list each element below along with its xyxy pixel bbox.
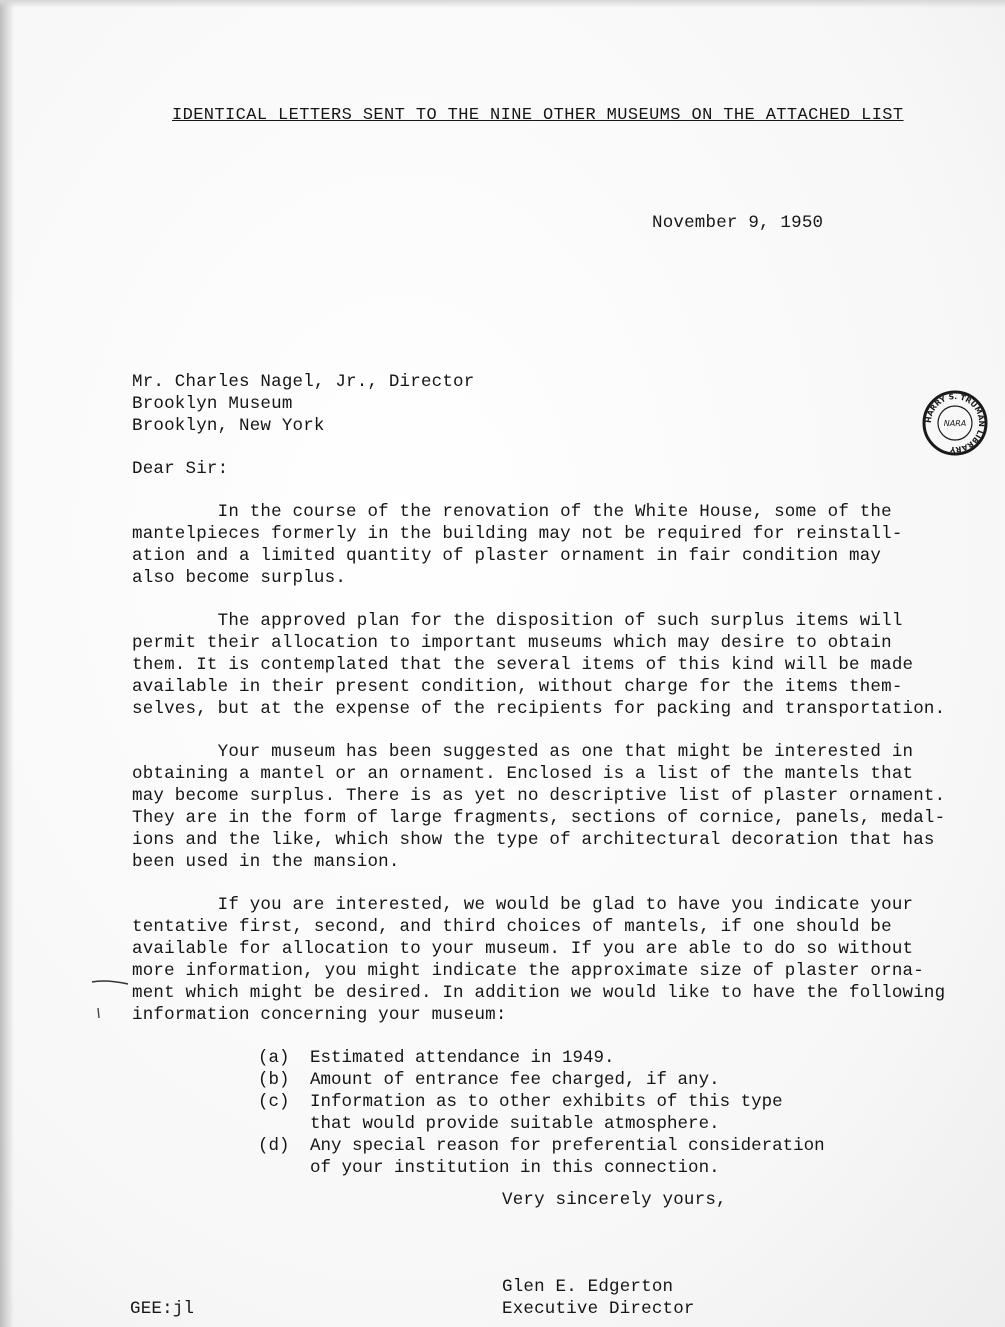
signature-name: Glen E. Edgerton bbox=[502, 1277, 674, 1297]
list-item-d-text-1: Any special reason for preferential consideration bbox=[310, 1136, 825, 1156]
paragraph-2-line-1: The approved plan for the disposition of such surplus items will bbox=[132, 611, 903, 631]
paragraph-1-line-3: ation and a limited quantity of plaster ornament in fair condition may bbox=[132, 546, 882, 566]
closing: Very sincerely yours, bbox=[502, 1190, 727, 1210]
list-item-a-text: Estimated attendance in 1949. bbox=[310, 1048, 615, 1068]
paragraph-1-line-2: mantelpieces formerly in the building may not be required for reinstall- bbox=[132, 524, 903, 544]
stamp-outer-text: HARRY S. TRUMAN LIBRARY bbox=[923, 391, 987, 455]
list-item-d-text-2: of your institution in this connection. bbox=[310, 1158, 720, 1178]
document-heading: IDENTICAL LETTERS SENT TO THE NINE OTHER MUSEUMS ON THE ATTACHED LIST bbox=[172, 106, 904, 125]
list-item-b-text: Amount of entrance fee charged, if any. bbox=[310, 1070, 720, 1090]
paragraph-4-line-5: ment which might be desired. In addition we would like to have the following bbox=[132, 983, 946, 1003]
typist-initials: GEE:jl bbox=[130, 1299, 195, 1319]
paragraph-3-line-3: may become surplus. There is as yet no descriptive list of plaster ornament. bbox=[132, 786, 946, 806]
paragraph-3-line-2: obtaining a mantel or an ornament. Enclosed is a list of the mantels that bbox=[132, 764, 914, 784]
library-stamp bbox=[922, 390, 988, 456]
page-top-shadow bbox=[0, 0, 1005, 8]
paragraph-4-line-6: information concerning your museum: bbox=[132, 1005, 507, 1025]
margin-mark bbox=[88, 972, 132, 1022]
paragraph-2-line-5: selves, but at the expense of the recipients for packing and transportation. bbox=[132, 699, 946, 719]
list-item-a-letter: (a) bbox=[258, 1048, 290, 1068]
list-item-b-letter: (b) bbox=[258, 1070, 290, 1090]
list-item-d-letter: (d) bbox=[258, 1136, 290, 1156]
list-item-c-text-1: Information as to other exhibits of this type bbox=[310, 1092, 783, 1112]
paragraph-4-line-1: If you are interested, we would be glad to have you indicate your bbox=[132, 895, 914, 915]
paragraph-2-line-2: permit their allocation to important museums which may desire to obtain bbox=[132, 633, 892, 653]
stamp-center-text: NARA bbox=[943, 419, 967, 428]
recipient-line-3: Brooklyn, New York bbox=[132, 416, 325, 436]
paragraph-4-line-3: available for allocation to your museum. If you are able to do so without bbox=[132, 939, 914, 959]
paragraph-2-line-3: them. It is contemplated that the several items of this kind will be made bbox=[132, 655, 914, 675]
paragraph-1-line-1: In the course of the renovation of the White House, some of the bbox=[132, 502, 892, 522]
letter-date: November 9, 1950 bbox=[652, 213, 824, 233]
salutation: Dear Sir: bbox=[132, 459, 229, 479]
list-item-c-letter: (c) bbox=[258, 1092, 290, 1112]
page-left-shadow bbox=[0, 0, 14, 1327]
paragraph-3-line-4: They are in the form of large fragments, sections of cornice, panels, medal- bbox=[132, 808, 946, 828]
recipient-line-2: Brooklyn Museum bbox=[132, 394, 293, 414]
paragraph-1-line-4: also become surplus. bbox=[132, 568, 347, 588]
paragraph-4-line-4: more information, you might indicate the approximate size of plaster orna- bbox=[132, 961, 924, 981]
recipient-line-1: Mr. Charles Nagel, Jr., Director bbox=[132, 372, 475, 392]
paragraph-3-line-6: been used in the mansion. bbox=[132, 852, 400, 872]
paragraph-2-line-4: available in their present condition, without charge for the items them- bbox=[132, 677, 903, 697]
paragraph-4-line-2: tentative first, second, and third choices of mantels, if one should be bbox=[132, 917, 892, 937]
list-item-c-text-2: that would provide suitable atmosphere. bbox=[310, 1114, 720, 1134]
paragraph-3-line-5: ions and the like, which show the type of architectural decoration that has bbox=[132, 830, 935, 850]
signature-title: Executive Director bbox=[502, 1299, 695, 1319]
paragraph-3-line-1: Your museum has been suggested as one that might be interested in bbox=[132, 742, 914, 762]
